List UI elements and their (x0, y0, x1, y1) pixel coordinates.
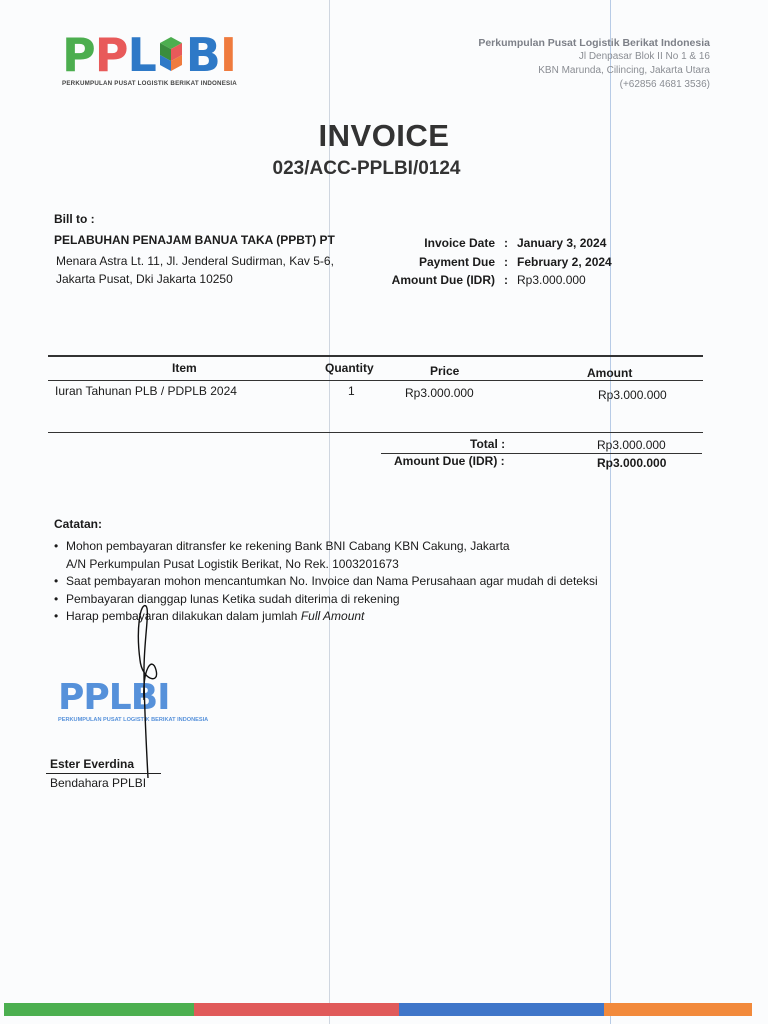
notes-title: Catatan: (54, 517, 103, 531)
amount-due-row (380, 273, 637, 292)
company-logo (62, 28, 252, 90)
org-address-line-1: Jl Denpasar Blok II No 1 & 16 (578, 51, 710, 62)
amount-due-label: Amount Due (IDR) (391, 273, 495, 287)
handwritten-signature (120, 600, 180, 780)
note-text: Harap pembayaran dilakukan dalam jumlah (66, 609, 298, 623)
organization-info (478, 36, 710, 92)
colon: : (504, 273, 508, 287)
note-text: Mohon pembayaran ditransfer ke rekening Bank BNI Cabang KBN Cakung, Jakarta (66, 539, 510, 553)
bill-to-label: Bill to : (54, 212, 95, 226)
bullet: • (54, 574, 59, 588)
footer-bar-red (194, 1003, 399, 1016)
note-emphasis: Full Amount (300, 609, 365, 623)
invoice-date-row (380, 236, 637, 255)
note-item (54, 573, 598, 591)
payment-due-label: Payment Due (418, 254, 495, 269)
bullet: • (54, 591, 59, 606)
note-text: Saat pembayaran mohon mencantumkan No. Invoice dan Nama Perusahaan agar mudah di deteksi (66, 574, 598, 588)
invoice-number: 023/ACC-PPLBI/0124 (272, 158, 461, 179)
table-top-rule (48, 355, 703, 357)
table-header-rule (48, 380, 703, 381)
column-header-item: Item (172, 361, 197, 375)
colon: : (504, 254, 508, 269)
boxes-icon (156, 35, 186, 73)
stamp-wordmark: PPLBI (58, 677, 170, 718)
amount-due-total-label: Amount Due (IDR) : (394, 454, 505, 468)
footer-bar-orange (604, 1003, 752, 1016)
logo-tagline: PERKUMPULAN PUSAT LOGISTIK BERIKAT INDONESIA (62, 80, 237, 87)
bullet: • (54, 539, 59, 553)
invoice-date-label: Invoice Date (424, 236, 495, 250)
note-text-continued: A/N Perkumpulan Pusat Logistik Berikat, No Rek. 1003201673 (66, 556, 399, 571)
payment-due-row (380, 255, 637, 274)
amount-due-value: Rp3.000.000 (517, 273, 586, 287)
org-phone: (+62856 4681 3536) (619, 79, 710, 90)
colon: : (504, 236, 508, 250)
amount-due-total-value: Rp3.000.000 (597, 456, 667, 470)
signatory-name: Ester Everdina (50, 757, 135, 771)
row-item: Iuran Tahunan PLB / PDPLB 2024 (55, 384, 237, 398)
column-header-price: Price (430, 364, 460, 378)
row-amount: Rp3.000.000 (598, 388, 667, 402)
logo-wordmark: PPL BI (62, 28, 236, 82)
footer-bar-blue (399, 1003, 604, 1016)
org-name: Perkumpulan Pusat Logistik Berikat Indonesia (478, 37, 710, 49)
bill-to-address: Menara Astra Lt. 11, Jl. Jenderal Sudirman, Kav 5-6, Jakarta Pusat, Dki Jakarta 10250 (56, 254, 334, 286)
bill-to-company: PELABUHAN PENAJAM BANUA TAKA (PPBT) PT (54, 233, 335, 247)
payment-due-value: February 2, 2024 (517, 254, 612, 269)
column-header-amount: Amount (587, 366, 633, 380)
stamp-tagline: PERKUMPULAN PUSAT LOGISTIK BERIKAT INDONESIA (58, 717, 209, 723)
bullet: • (54, 609, 59, 623)
invoice-meta (380, 236, 637, 292)
invoice-date-value: January 3, 2024 (517, 236, 607, 250)
signature-line (46, 773, 161, 774)
signatory-title: Bendahara PPLBI (50, 776, 147, 790)
note-item (54, 538, 598, 573)
total-value: Rp3.000.000 (597, 438, 666, 452)
footer-bar-green (4, 1003, 194, 1016)
row-quantity: 1 (348, 384, 355, 398)
column-header-quantity: Quantity (325, 361, 374, 375)
table-bottom-rule (48, 432, 703, 433)
total-label: Total : (470, 437, 506, 451)
org-address-line-2: KBN Marunda, Cilincing, Jakarta Utara (538, 65, 710, 76)
invoice-title: INVOICE (318, 118, 450, 153)
row-price: Rp3.000.000 (405, 386, 474, 400)
note-text: Pembayaran dianggap lunas Ketika sudah diterima di rekening (66, 591, 400, 606)
